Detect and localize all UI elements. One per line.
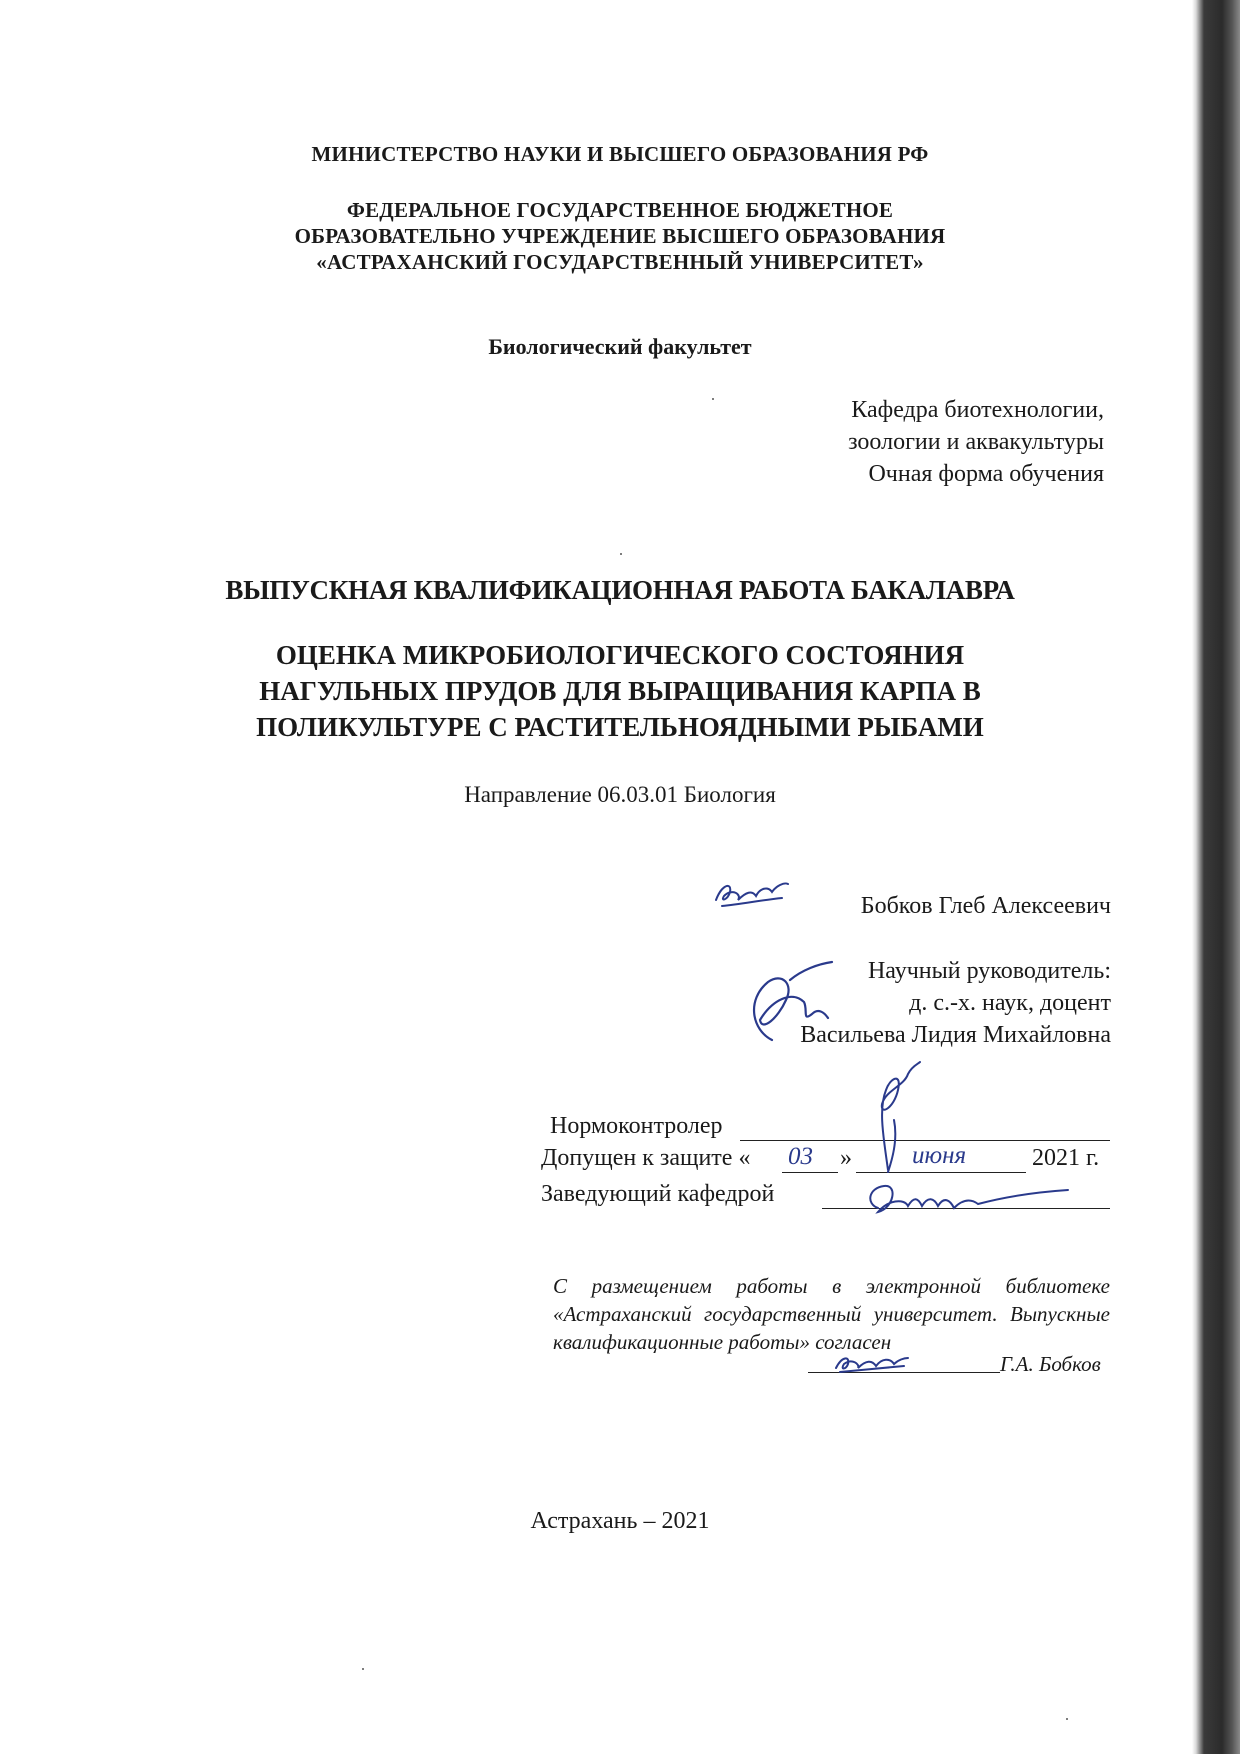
supervisor-degree: д. с.-х. наук, доцент <box>909 990 1111 1016</box>
supervisor-name: Васильева Лидия Михайловна <box>800 1022 1111 1048</box>
supervisor-block <box>800 955 1111 1051</box>
admitted-year: 2021 г. <box>1032 1145 1100 1171</box>
admitted-label: Допущен к защите « <box>541 1145 751 1171</box>
work-title-line: ОЦЕНКА МИКРОБИОЛОГИЧЕСКОГО СОСТОЯНИЯ <box>275 640 965 670</box>
institution-line: ФЕДЕРАЛЬНОЕ ГОСУДАРСТВЕННОЕ БЮДЖЕТНОЕ <box>346 198 894 222</box>
city-year: Астрахань – 2021 <box>530 1508 710 1534</box>
head-signature <box>858 1178 1078 1224</box>
department-line: Очная форма обучения <box>868 461 1104 487</box>
scan-speck <box>362 1668 364 1670</box>
work-title-line: НАГУЛЬНЫХ ПРУДОВ ДЛЯ ВЫРАЩИВАНИЯ КАРПА В <box>259 676 981 706</box>
consent-signer: Г.А. Бобков <box>1000 1352 1101 1376</box>
work-type: ВЫПУСКНАЯ КВАЛИФИКАЦИОННАЯ РАБОТА БАКАЛАВРА <box>225 575 1015 605</box>
scan-speck <box>712 398 714 400</box>
direction: Направление 06.03.01 Биология <box>464 782 776 807</box>
author-name: Бобков Глеб Алексеевич <box>860 893 1111 919</box>
department-line: Кафедра биотехнологии, <box>851 397 1104 423</box>
supervisor-label: Научный руководитель: <box>867 958 1111 984</box>
head-of-department-label: Заведующий кафедрой <box>541 1181 775 1207</box>
institution-heading <box>0 197 1240 275</box>
admitted-close-quote: » <box>840 1145 852 1171</box>
admitted-day: 03 <box>788 1143 813 1170</box>
institution-line: «АСТРАХАНСКИЙ ГОСУДАРСТВЕННЫЙ УНИВЕРСИТЕТ» <box>316 250 924 274</box>
consent-signature <box>832 1350 912 1376</box>
author-signature <box>712 878 792 912</box>
ministry-heading: МИНИСТЕРСТВО НАУКИ И ВЫСШЕГО ОБРАЗОВАНИЯ РФ <box>311 142 929 166</box>
faculty-heading: Биологический факультет <box>488 334 752 359</box>
admitted-month: июня <box>912 1142 967 1169</box>
institution-line: ОБРАЗОВАТЕЛЬНО УЧРЕЖДЕНИЕ ВЫСШЕГО ОБРАЗОВАНИЯ <box>294 224 946 248</box>
scan-speck <box>620 553 622 555</box>
admitted-day-line <box>782 1172 838 1173</box>
normocontroller-label: Нормоконтролер <box>550 1113 723 1139</box>
department-block <box>848 394 1104 490</box>
normocontroller-signature <box>858 1060 928 1180</box>
work-title-line: ПОЛИКУЛЬТУРЕ С РАСТИТЕЛЬНОЯДНЫМИ РЫБАМИ <box>256 712 984 742</box>
department-line: зоологии и аквакультуры <box>848 429 1104 455</box>
consent-text: С размещением работы в электронной библиотеке «Астраханский государственный университет. Выпускные квалификационные работы» согласен <box>553 1274 1110 1354</box>
scan-speck <box>1066 1718 1068 1720</box>
work-title <box>0 637 1240 745</box>
